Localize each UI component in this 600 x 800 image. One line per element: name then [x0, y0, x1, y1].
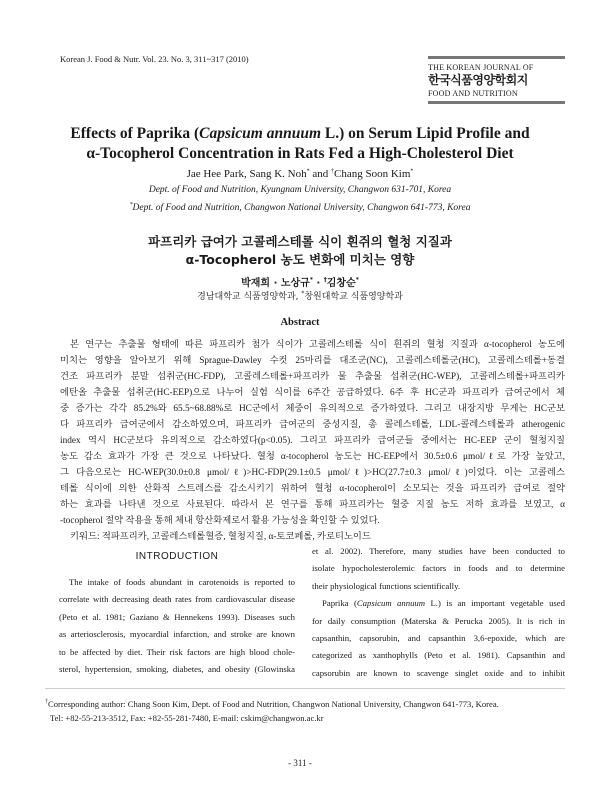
abstract-line: 중 증가는 각각 85.2%와 65.5~68.88%로 HC군에서 체중이 유의적으로 증가하였다. 그리고 내장지방 무게는 HC군보: [60, 404, 565, 414]
intro-line: capsanthin, capsorubin, and capsanthin 3,6-epoxide, which are: [312, 633, 565, 644]
paper-title: [40, 124, 560, 164]
footnote-contact: Tel: +82-55-213-3512, Fax: +82-55-281-7480, E-mail: cskim@changwon.ac.kr: [50, 712, 324, 723]
abstract-line: 농도 감소 효과가 가장 큰 것으로 나타났다. 혈청 α-tocopherol 농도는 HC-EEP에서 30.5±0.6 μmol/ℓ로 가장 높았고,: [60, 452, 565, 462]
intro-line: for daily consumption (Materska & Perucka 2005). It is rich in: [312, 615, 565, 626]
logo-line-1: THE KOREAN JOURNAL OF: [428, 63, 534, 72]
journal-logo: [428, 56, 565, 104]
intro-line: [312, 595, 565, 612]
page-number: - 311 -: [288, 758, 312, 768]
title-part: Effects of Paprika (: [70, 125, 200, 142]
abstract-line: 하는 효과를 나타낸 것으로 사료된다. 따라서 본 연구를 통해 파프리카는 혈중 지질 농도 저하 효과를 보였고, α: [60, 500, 565, 510]
abstract-heading: Abstract: [280, 317, 320, 328]
intro-line: to be affected by diet. Their risk factors are high blood chole-: [59, 646, 295, 657]
author-name: Chang Soon Kim: [334, 168, 411, 180]
corresponding-mark: †: [323, 276, 327, 284]
intro-line: capsorubin are known to scavenge singlet oxide and to inhibit: [312, 667, 565, 678]
korean-title-line: α-Tocopherol 농도 변화에 미치는 영향: [185, 252, 415, 267]
intro-line: sterol, hypertension, smoking, diabetes, and obesity (Glowinska: [59, 664, 295, 675]
abstract-line: 건조 파프리카 분말 섭취군(HC-FDP), 고콜레스테롤+파프리카 물 추출물 섭취군(HC-WEP), 고콜레스테롤+파프리카: [60, 372, 565, 382]
separator: ·: [312, 278, 324, 289]
footnote-mark: †: [45, 699, 48, 705]
intro-line: et al. 2002). Therefore, many studies have been conducted to: [312, 546, 565, 556]
intro-line: correlate with decreasing death rates from cardiovascular disease: [59, 594, 295, 605]
korean-title-line: 파프리카 급여가 고콜레스테롤 식이 흰쥐의 혈청 지질과: [148, 234, 452, 249]
korean-affiliations: [0, 289, 600, 302]
footnote-divider: [45, 688, 565, 689]
abstract-line: 미치는 영향을 알아보기 위해 Sprague-Dawley 수컷 25마리를 대조군(NC), 고콜레스테롤군(HC), 고콜레스테롤+동결: [60, 356, 565, 366]
journal-citation: Korean J. Food & Nutr. Vol. 23. No. 3, 311~317 (2010): [60, 54, 249, 64]
title-italic: Capsicum annuum: [199, 125, 322, 142]
intro-line: as arteriosclerosis, myocardial infarction, and stroke are known: [59, 629, 295, 640]
abstract-body: [60, 337, 565, 545]
intro-line: their physiological functions scientifically.: [312, 580, 461, 591]
affiliation-mark: *: [129, 202, 133, 208]
footnote-line: Corresponding author: Chang Soon Kim, Dept. of Food and Nutrition, Changwon National University, Changwon 641-773, Korea.: [48, 698, 499, 709]
korean-affiliation: 경남대학교 식품영양학과,: [197, 292, 302, 302]
left-column: [59, 574, 295, 678]
abstract-line: 그 다음으로는 HC-WEP(30.0±0.8 μmol/ℓ)>HC-FDP(29.1±0.5 μmol/ℓ)>HC(27.7±0.3 μmol/ℓ)이었다. 이는 고콜레스: [60, 468, 565, 478]
logo-line-3: FOOD AND NUTRITION: [428, 89, 518, 98]
text-part: L.) is an important vegetable used: [425, 598, 566, 609]
title-line-2: α-Tocopherol Concentration in Rats Fed a High-Cholesterol Diet: [86, 145, 514, 162]
author-mark: *: [410, 168, 414, 175]
korean-author-name: 김창순: [326, 278, 356, 289]
abstract-line: -tocopherol 절약 작용을 통해 체내 항산화제로서 활용 가능성을 확인할 수 있었다.: [60, 516, 380, 526]
abstract-line: 에탄올 추출물 섭취군(HC-EEP)으로 나누어 실험 식이를 6주간 공급하였다. 6주 후 HC군과 파프리카 급여군에서 체: [60, 388, 565, 398]
introduction-heading: INTRODUCTION: [135, 551, 219, 562]
author-and: and: [309, 168, 332, 180]
abstract-line: index 역시 HC군보다 유의적으로 감소하였다(p<0.05). 그리고 파프리카 급여군들 중에서는 HC-EEP 군이 혈청지질: [60, 436, 565, 446]
keywords: 키워드: 적파프리카, 고콜레스테롤혈증, 혈청지질, α-토코페롤, 카로티노이드: [70, 532, 371, 542]
title-part: L.) on Serum Lipid Profile and: [321, 125, 530, 142]
affiliation: Dept. of Food and Nutrition, Kyungnam University, Changwon 631-701, Korea: [148, 185, 452, 195]
affiliations: [0, 183, 600, 216]
corresponding-mark: †: [331, 168, 335, 175]
footnote: [45, 695, 499, 725]
right-column: [312, 543, 565, 682]
intro-line: (Peto et al. 1981; Gaziano & Hennekens 1993). Diseases such: [59, 611, 295, 622]
author-mark: *: [306, 168, 310, 175]
intro-line: The intake of foods abundant in carotenoids is reported to: [69, 577, 295, 587]
intro-line: categorized as xanthophylls (Peto et al. 1981). Capsanthin and: [312, 650, 565, 661]
korean-affiliation: 창원대학교 식품영양학과: [304, 292, 403, 302]
korean-authors: [0, 274, 600, 289]
author-mark: *: [355, 276, 359, 284]
intro-line: isolate hypocholesterolemic factors in foods and to determine: [312, 563, 565, 574]
affiliation-mark: *: [301, 290, 305, 297]
korean-title: [0, 233, 600, 269]
authors: [0, 168, 600, 180]
author-mark: *: [309, 276, 313, 284]
abstract-line: 본 연구는 추출물 형태에 따른 파프리카 첨가 식이가 고콜레스테롤 식이 흰쥐의 혈청 지질과 α-tocopherol 농도에: [70, 340, 565, 350]
species-name: Capsicum annuum: [356, 598, 426, 609]
text-part: Paprika (: [322, 598, 357, 609]
author-names: Jae Hee Park, Sang K. Noh: [186, 168, 307, 180]
korean-author-names: 박재희 · 노상규: [241, 278, 310, 289]
affiliation: Dept. of Food and Nutrition, Changwon National University, Changwon 641-773, Korea: [132, 203, 471, 214]
abstract-line: 테롤 식이에 의한 산화적 스트레스를 감소시키기 위하여 혈청 α-tocopherol이 소모되는 것을 파프리카 급여로 절약: [60, 484, 565, 494]
abstract-line: 다 파프리카 급여군에서 감소하였으며, 파프리카 급여군의 중성지질, 총 콜레스테롤, LDL-콜레스테롤과 atherogenic: [60, 420, 565, 430]
logo-line-2: 한국식품영양학회지: [428, 73, 528, 87]
